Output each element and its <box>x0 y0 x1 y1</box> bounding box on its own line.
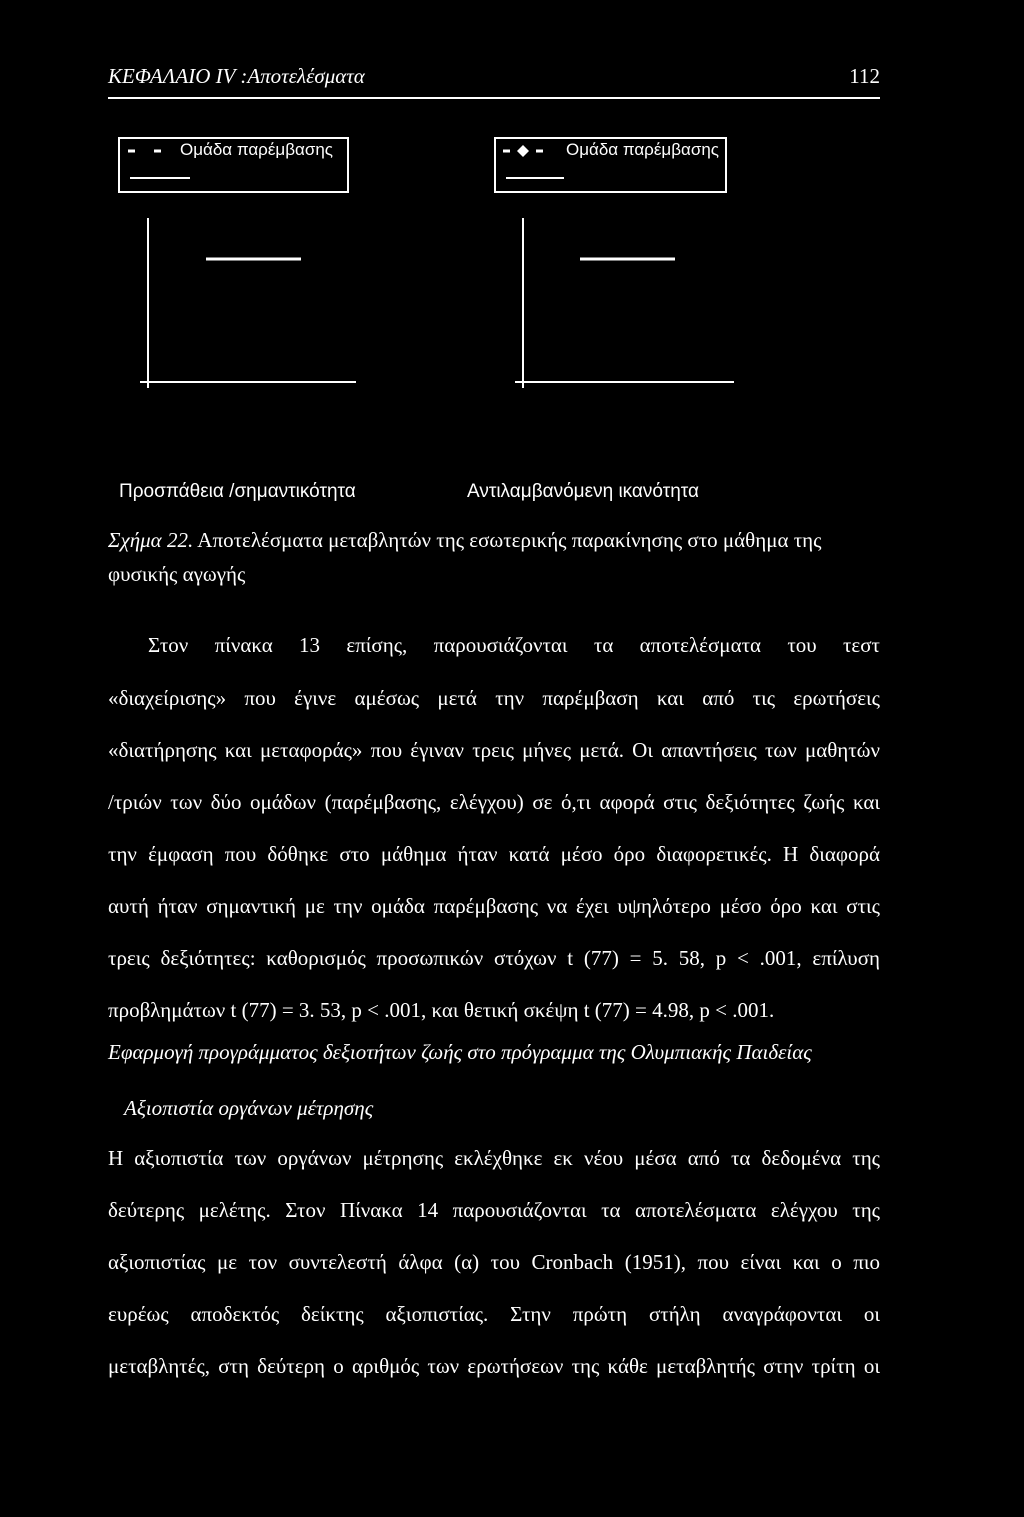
x-axis-label-left: Προσπάθεια /σημαντικότητα <box>119 481 356 502</box>
figure-caption <box>108 523 883 591</box>
paragraph-1-line-7: τρεις δεξιότητες: καθορισμός προσωπικών στόχων t (77) = 5. 58, p < .001, επίλυση <box>108 946 880 970</box>
paragraph-2-line-1: Η αξιοπιστία των οργάνων μέτρησης εκλέχθηκε εκ νέου μέσα από τα δεδομένα της <box>108 1146 880 1170</box>
chart-left <box>119 138 356 388</box>
figure-caption-text: Αποτελέσματα μεταβλητών της εσωτερικής παρακίνησης στο μάθημα της φυσικής αγωγής <box>108 528 822 586</box>
paragraph-2-line-3: αξιοπιστίας με τον συντελεστή άλφα (α) του Cronbach (1951), που είναι και ο πιο <box>108 1250 880 1274</box>
figure-charts <box>0 0 1024 520</box>
paragraph-2-line-2: δεύτερης μελέτης. Στον Πίνακα 14 παρουσιάζονται τα αποτελέσματα ελέγχου της <box>108 1198 880 1222</box>
paragraph-1-line-8: προβλημάτων t (77) = 3. 53, p < .001, και θετική σκέψη t (77) = 4.98, p < .001. <box>108 998 775 1022</box>
figure-caption-label: Σχήμα 22. <box>108 528 194 552</box>
paragraph-1-line-2: «διαχείρισης» που έγινε αμέσως μετά την παρέμβαση και από τις ερωτήσεις <box>108 686 880 710</box>
paragraph-2-line-4: ευρέως αποδεκτός δείκτης αξιοπιστίας. Στην πρώτη στήλη αναγράφονται οι <box>108 1302 880 1326</box>
legend-label-left: Ομάδα παρέμβασης <box>180 140 333 159</box>
legend-label-right: Ομάδα παρέμβασης <box>566 140 719 159</box>
x-axis-label-right: Αντιλαμβανόμενη ικανότητα <box>467 481 700 502</box>
page-number: 112 <box>849 64 880 88</box>
paragraph-1-line-3: «διατήρησης και μεταφοράς» που έγιναν τρεις μήνες μετά. Οι απαντήσεις των μαθητών <box>108 738 880 762</box>
paragraph-1-line-4: /τριών των δύο ομάδων (παρέμβασης, ελέγχου) σε ό,τι αφορά στις δεξιότητες ζωής και <box>108 790 880 814</box>
chart-right <box>495 138 734 388</box>
section-heading: Εφαρμογή προγράμματος δεξιοτήτων ζωής στο πρόγραμμα της Ολυμπιακής Παιδείας <box>108 1040 812 1064</box>
paragraph-1-line-6: αυτή ήταν σημαντική με την ομάδα παρέμβασης να έχει υψηλότερο μέσο όρο και στις <box>108 894 880 918</box>
diamond-marker-icon <box>517 145 529 157</box>
paragraph-1-line-5: την έμφαση που δόθηκε στο μάθημα ήταν κατά μέσο όρο διαφορετικές. Η διαφορά <box>108 842 880 866</box>
sub-heading: Αξιοπιστία οργάνων μέτρησης <box>124 1096 374 1120</box>
chapter-header-title: ΚΕΦΑΛΑΙΟ IV :Αποτελέσματα <box>108 64 365 88</box>
paragraph-2-line-5: μεταβλητές, στη δεύτερη ο αριθμός των ερωτήσεων της κάθε μεταβλητής στην τρίτη οι <box>108 1354 880 1378</box>
paragraph-1-line-1: Στον πίνακα 13 επίσης, παρουσιάζονται τα αποτελέσματα του τεστ <box>148 633 880 657</box>
